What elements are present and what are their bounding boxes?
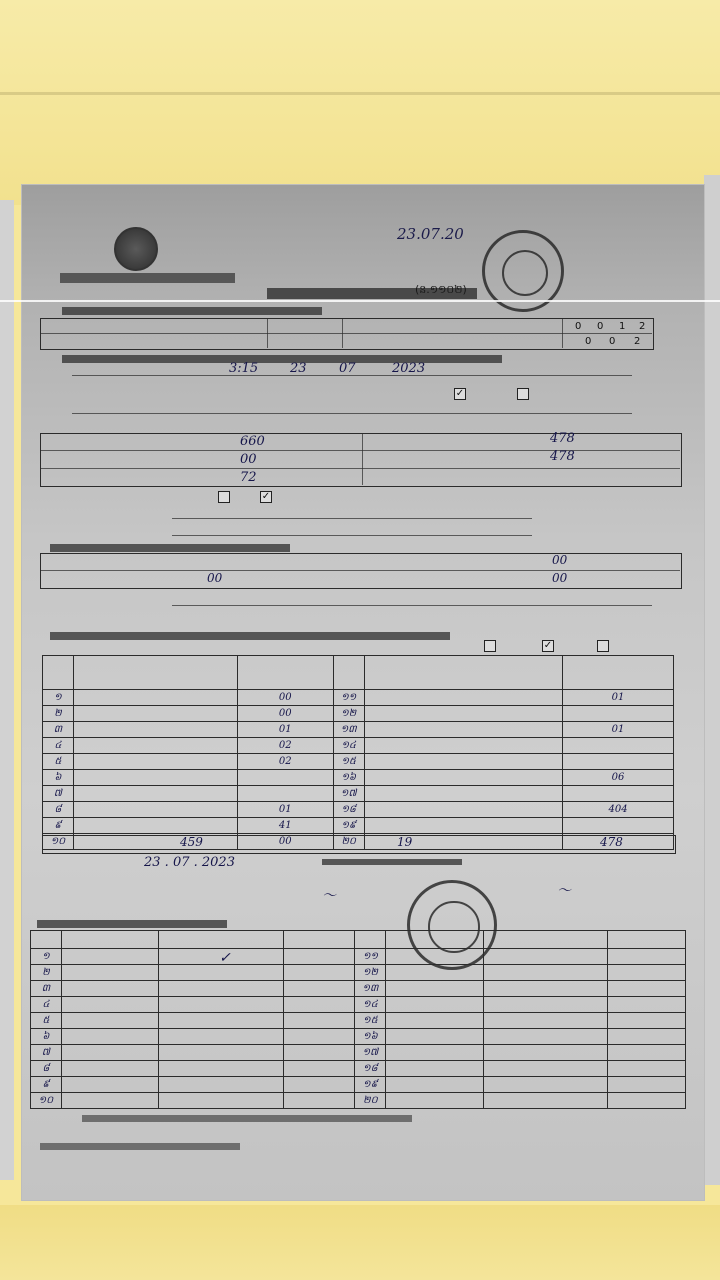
form-footnote xyxy=(82,1115,412,1122)
vote-totals-row xyxy=(42,835,676,854)
observer-row: ៧ ១៧ xyxy=(31,1045,686,1061)
observer-row: ១០ ២០ xyxy=(31,1093,686,1109)
counting-start-time: 3:15 xyxy=(229,361,259,376)
chairperson-signature-icon: 〜 xyxy=(322,888,336,904)
polling-station-code-3: 1 xyxy=(619,321,626,332)
checkbox-option-1[interactable]: ✓ xyxy=(455,388,465,399)
observer-signature-icon: ✓ xyxy=(219,950,231,966)
wall-trim-line xyxy=(0,92,720,95)
wall-background-bottom xyxy=(0,1205,720,1280)
complaints-after-value: 00 xyxy=(552,571,568,585)
handwritten-note-date: 23.07.20 xyxy=(397,225,464,243)
voters-voted-value: 478 xyxy=(550,431,575,446)
party-votes-row: ៩ 41 ១៩ xyxy=(43,818,674,834)
observer-row: ៥ ១៥ xyxy=(31,1013,686,1029)
election-commission-emblem-icon xyxy=(114,227,158,271)
section-4-heading xyxy=(50,632,450,640)
ballots-received-value: 660 xyxy=(240,434,265,449)
total-invalid-votes: 19 xyxy=(397,835,413,849)
checkbox-equal-no[interactable] xyxy=(218,491,230,503)
complaints-before-value: 00 xyxy=(552,553,568,567)
checkbox-equal-yes[interactable]: ✓ xyxy=(261,491,271,502)
signed-date: 23 . 07 . 2023 xyxy=(144,855,235,870)
adjacent-sheet-right xyxy=(704,175,720,1185)
observer-row: ១ ១១ xyxy=(31,949,686,965)
complaints-during-value: 00 xyxy=(207,571,223,585)
party-votes-row: ៤ 02 ១៤ xyxy=(43,738,674,754)
party-votes-row: ២ 00 ១២ xyxy=(43,706,674,722)
observer-row: ៤ ១៤ xyxy=(31,997,686,1013)
station-number-code-1: 0 xyxy=(585,336,592,347)
section-3-heading xyxy=(50,544,290,552)
counting-date-year: 2023 xyxy=(392,361,426,376)
ballots-unused-value: 72 xyxy=(240,470,257,485)
station-number-code-2: 0 xyxy=(609,336,616,347)
party-votes-header-row xyxy=(43,656,674,690)
party-votes-row: ១ 00 ១១ 01 xyxy=(43,690,674,706)
adjacent-sheet-left xyxy=(0,200,14,1180)
party-votes-row: ១០ 00 ២០ xyxy=(43,834,674,850)
wall-background-top xyxy=(0,0,720,205)
party-votes-row: ៨ 01 ១៨ 404 xyxy=(43,802,674,818)
checkbox-option-2[interactable] xyxy=(517,388,529,400)
observers-header-row xyxy=(31,931,686,949)
observer-row: ៦ ១៦ xyxy=(31,1029,686,1045)
total-votes: 478 xyxy=(600,835,623,849)
section-2-heading xyxy=(62,355,502,363)
party-votes-row: ៧ ១៧ xyxy=(43,786,674,802)
observers-table xyxy=(30,930,686,1109)
polling-station-code-2: 0 xyxy=(597,321,604,332)
checkbox-copy-1[interactable] xyxy=(484,640,496,652)
complaints-box xyxy=(40,553,682,589)
committee-signature-heading xyxy=(322,859,462,865)
party-votes-row: ៣ 01 ១៣ 01 xyxy=(43,722,674,738)
ballots-reserve-value: 00 xyxy=(240,452,257,467)
form-code: (ន.១១០២) xyxy=(415,283,467,296)
observer-row: ៨ ១៨ xyxy=(31,1061,686,1077)
observer-row: ៩ ១៩ xyxy=(31,1077,686,1093)
section-5-heading xyxy=(37,920,227,928)
observer-row: ៣ ១៣ xyxy=(31,981,686,997)
form-footer-code xyxy=(40,1143,240,1150)
party-votes-row: ៦ ១៦ 06 xyxy=(43,770,674,786)
party-votes-row: ៥ 02 ១៥ xyxy=(43,754,674,770)
observer-row: ២ ១២ xyxy=(31,965,686,981)
committee-header-line xyxy=(60,273,235,283)
station-number-code-3: 2 xyxy=(634,336,641,347)
polling-station-code-4: 2 xyxy=(639,321,646,332)
checkbox-copy-3[interactable] xyxy=(597,640,609,652)
counting-date-month: 07 xyxy=(339,361,356,376)
ballots-in-box-value: 478 xyxy=(550,449,575,464)
counting-date-day: 23 xyxy=(290,361,307,376)
total-valid-votes: 459 xyxy=(180,835,203,849)
secretary-signature-icon: 〜 xyxy=(557,883,571,899)
polling-station-code-1: 0 xyxy=(575,321,582,332)
ballot-summary-box xyxy=(40,433,682,487)
party-votes-table xyxy=(42,655,674,850)
section-1-heading xyxy=(62,307,322,315)
checkbox-copy-2[interactable]: ✓ xyxy=(543,640,553,651)
election-result-form-sheet xyxy=(22,185,704,1200)
hanging-wire xyxy=(0,300,720,302)
